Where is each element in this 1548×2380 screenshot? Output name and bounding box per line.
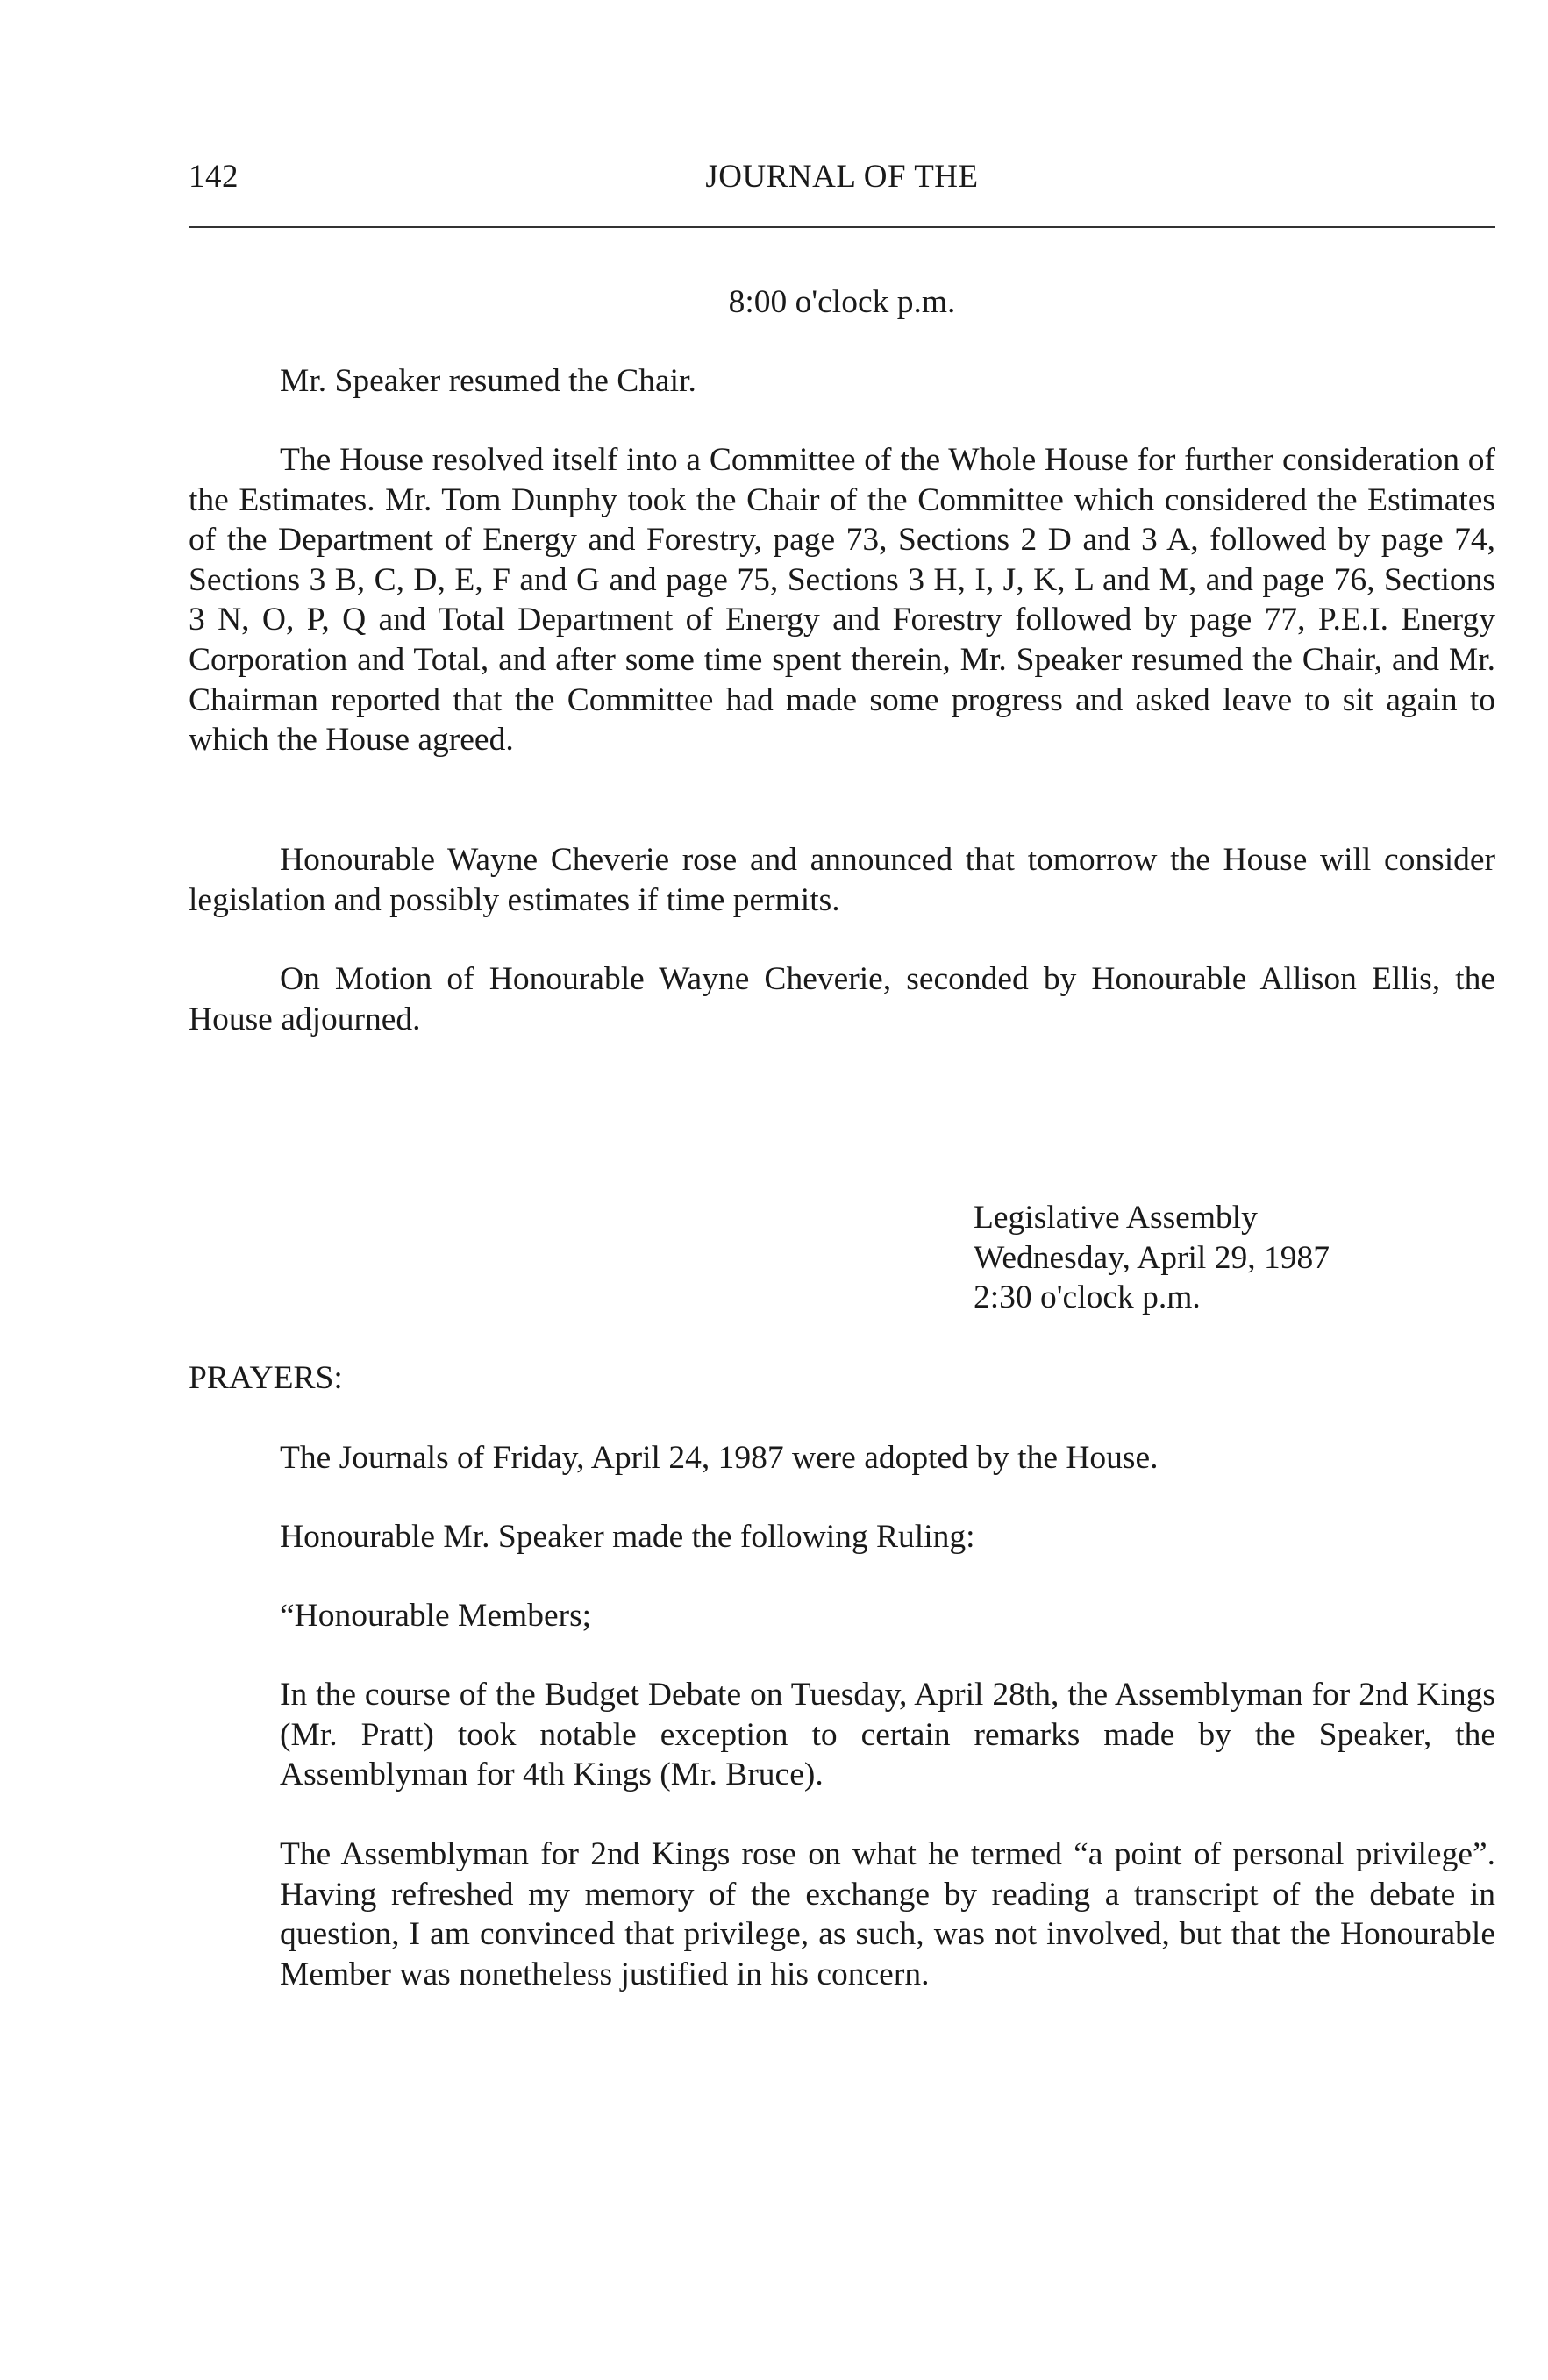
paragraph-committee: The House resolved itself into a Committee of the Whole House for further consideration of the Estimates. Mr. Tom Dunphy took the Chair of the Committee which considered the Estimates of the Department of Energy and Forestry, page 73, Sections 2 D and 3 A, followed by page 74, Sections 3 B, C, D, E, F and G and page 75, Sections 3 H, I, J, K, L and M, and page 76, Sections 3 N, O, P, Q and Total Department of Energy and Forestry followed by page 77, P.E.I. Energy Corporation and Total, and after some time spent therein, Mr. Speaker resumed the Chair, and Mr. Chairman reported that the Committee had made some progress and asked leave to sit again to which the House agreed. [189,442,1495,759]
sitting-heading [974,1198,1465,1318]
evening-time: 8:00 o'clock p.m. [728,284,956,320]
paragraph-adjournment: On Motion of Honourable Wayne Cheverie, seconded by Honourable Allison Ellis, the House adjourned. [189,961,1495,1037]
paragraph-announcement: Honourable Wayne Cheverie rose and announced that tomorrow the House will consider legislation and possibly estimates if time permits. [189,842,1495,918]
sitting-time: 2:30 o'clock p.m. [974,1279,1201,1316]
page-header [189,158,1495,202]
page-number: 142 [189,159,239,195]
running-head: JOURNAL OF THE [705,159,979,195]
paragraph-speaker-resumed: Mr. Speaker resumed the Chair. [280,363,696,399]
header-rule [189,226,1495,228]
prayers-label: PRAYERS: [189,1360,343,1396]
paragraph-ruling-intro: Honourable Mr. Speaker made the following Ruling: [280,1519,975,1555]
sitting-place: Legislative Assembly [974,1200,1258,1236]
paragraph-journals-adopted: The Journals of Friday, April 24, 1987 were adopted by the House. [280,1440,1159,1476]
sitting-date: Wednesday, April 29, 1987 [974,1239,1330,1276]
ruling-paragraph-1: In the course of the Budget Debate on Tuesday, April 28th, the Assemblyman for 2nd Kings (Mr. Pratt) took notable exception to certain remarks made by the Speaker, the Assemblyman for 4th Kings (Mr. Bruce). [280,1677,1495,1793]
ruling-paragraph-2: The Assemblyman for 2nd Kings rose on what he termed “a point of personal privilege”. Having refreshed my memory of the exchange by reading a transcript of the debate in question, I am convinced that privilege, as such, was not involved, but that the Honourable Member was nonetheless justified in his concern. [280,1836,1495,1992]
ruling-salutation: “Honourable Members; [280,1598,592,1634]
